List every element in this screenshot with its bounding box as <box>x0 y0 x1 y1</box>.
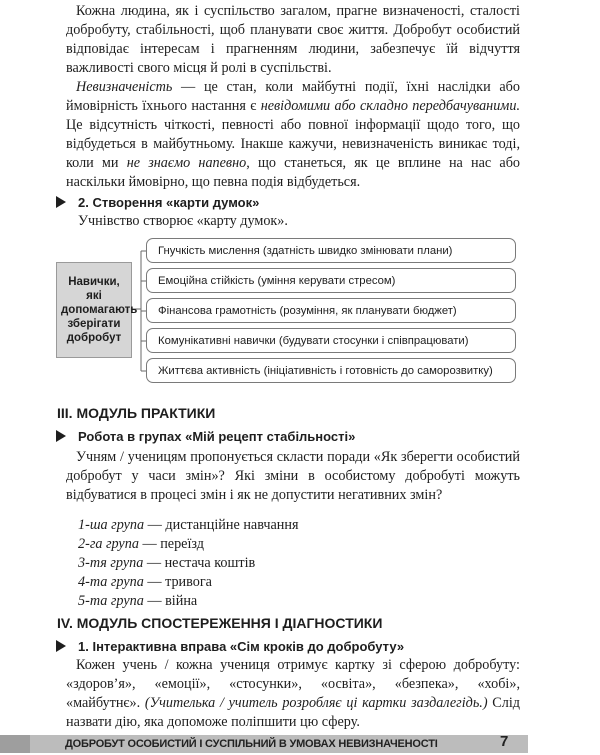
definition-paragraph: Невизначеність — це стан, коли майбутні події, їхні наслідки або ймовірність їхнього настання є невідомими або складно передбачуваними. Це відсутність чіткості, певності або повної інформації щодо того, що відбудеться в майбутньому. Інакше кажучи, невизначеність виникає тоді, коли ми не знаємо напевно, що станеться, як це вплине на нас або наскільки ймовірно, що певна подія відбудеться. <box>66 79 521 190</box>
item-heading-mind-map: 2. Створення «карти думок» <box>56 194 259 212</box>
skill-box: Фінансова грамотність (розуміння, як планувати бюджет) <box>146 298 516 323</box>
skill-box: Гнучкість мислення (здатність швидко змінювати плани) <box>146 238 516 263</box>
page-number: 7 <box>500 733 509 750</box>
list-item: 1-ша група — дистанційне навчання <box>78 517 299 533</box>
skill-box: Емоційна стійкість (уміння керувати стресом) <box>146 268 516 293</box>
footer-running-title: ДОБРОБУТ ОСОБИСТИЙ І СУСПІЛЬНИЙ В УМОВАХ НЕВИЗНАЧЕНОСТІ <box>65 738 438 750</box>
list-item: 4-та група — тривога <box>78 574 212 590</box>
skill-box: Комунікативні навички (будувати стосунки і співпрацювати) <box>146 328 516 353</box>
list-item: 5-та група — війна <box>78 593 198 609</box>
term-uncertainty: Невизначеність <box>76 79 173 95</box>
item-heading-group-work: Робота в групах «Мій рецепт стабільності» <box>56 428 355 446</box>
list-item: 2-га група — переїзд <box>78 536 204 552</box>
intro-paragraph-1: Кожна людина, як і суспільство загалом, прагне визначеності, сталості добробуту, стабільності, щоб планувати своє життя. Добробут особистий відповідає інтересам і прагненням людини, забезпечує їй відчуття важливості свого місця й ролі в суспільстві. <box>66 3 520 76</box>
mind-map-instruction: Учнівство створює «карту думок». <box>78 213 288 229</box>
section-title-practice: ІІІ. МОДУЛЬ ПРАКТИКИ <box>57 405 216 421</box>
seven-steps-paragraph: Кожен учень / кожна учениця отримує картку зі сферою добробуту: «здоров’я», «емоції», «стосунки», «освіта», «безпека», «хобі», «майбутнє». (Учителька / учитель розробляє ці картки заздалегідь.) Слід назвати дію, яка допоможе поліпшити цю сферу. <box>66 657 520 730</box>
item-heading-seven-steps: 1. Інтерактивна вправа «Сім кроків до добробуту» <box>56 638 404 656</box>
group-work-paragraph: Учням / ученицям пропонується скласти поради «Як зберегти особистий добробут у часи змін»? Які зміни в особистому добробуті можуть відбуватися в процесі змін і як не допустити негативних змін? <box>66 449 520 503</box>
triangle-bullet-icon <box>56 640 66 652</box>
skill-box: Життєва активність (ініціативність і готовність до саморозвитку) <box>146 358 516 383</box>
triangle-bullet-icon <box>56 430 66 442</box>
diagram-center-box: Навички, які допомагають зберігати добробут <box>56 262 132 358</box>
footer-bar-accent <box>0 735 30 753</box>
list-item: 3-тя група — нестача коштів <box>78 555 256 571</box>
section-title-observation: ІV. МОДУЛЬ СПОСТЕРЕЖЕННЯ І ДІАГНОСТИКИ <box>57 615 383 631</box>
